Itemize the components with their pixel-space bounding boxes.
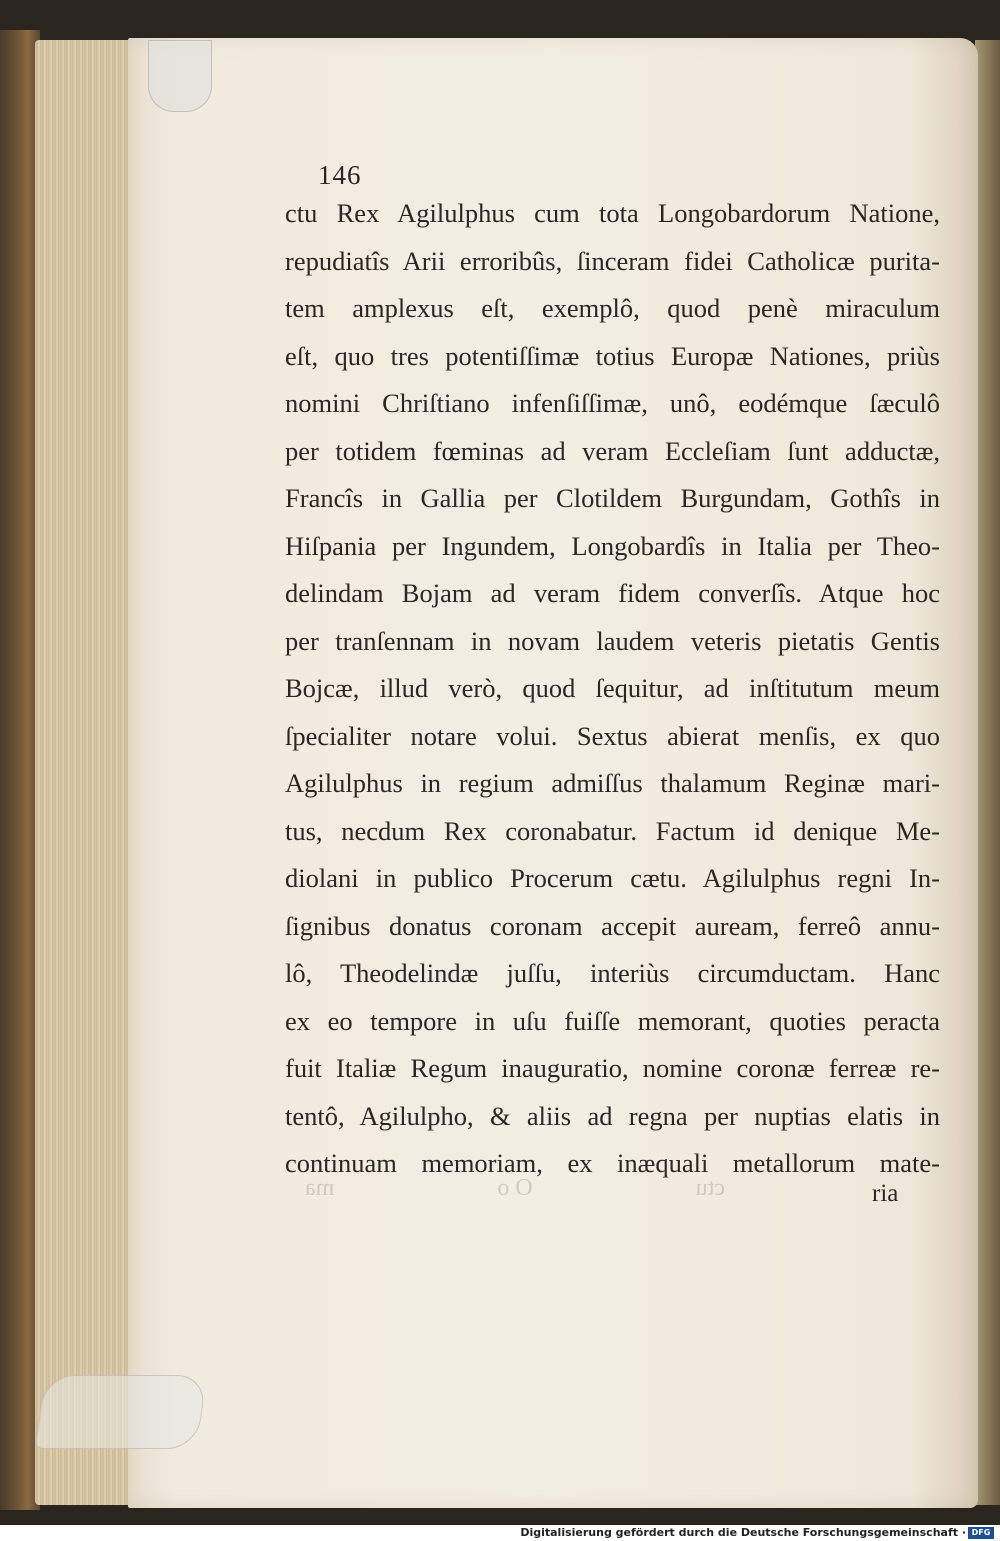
text-line: continuam memoriam, ex inæquali metallorum mate- — [285, 1148, 940, 1178]
text-line: Bojcæ, illud verò, quod ſequitur, ad inſtitutum meum — [285, 673, 940, 703]
text-line: Agilulphus in regium admiſſus thalamum Reginæ mari- — [285, 768, 940, 798]
page-number: 146 — [318, 160, 362, 190]
text-block — [285, 190, 940, 1188]
text-line: Hiſpania per Ingundem, Longobardîs in Italia per Theo- — [285, 530, 940, 561]
book-right-edge — [975, 40, 1000, 1505]
text-line: fuit Italiæ Regum inauguratio, nomine coronæ ferreæ re- — [285, 1053, 940, 1083]
footer-credit: Digitalisierung gefördert durch die Deutsche Forschungsgemeinschaft · — [520, 1526, 966, 1539]
book-cover-edge — [0, 30, 40, 1510]
text-line: ſpecialiter notare volui. Sextus abierat menſis, ex quo — [285, 720, 940, 751]
text-line: per totidem fœminas ad veram Eccleſiam ſunt adductæ, — [285, 435, 940, 466]
text-line: repudiatîs Arii erroribûs, ſinceram fidei Catholicæ purita- — [285, 245, 940, 276]
text-line: tem amplexus eſt, exemplô, quod penè miraculum — [285, 293, 940, 323]
text-line: Francîs in Gallia per Clotildem Burgundam, Gothîs in — [285, 483, 940, 513]
text-line: diolani in publico Procerum cætu. Agilulphus regni In- — [285, 863, 940, 893]
page-edges — [35, 40, 135, 1505]
text-line: nomini Chriſtiano infenſiſſimæ, unô, eodémque ſæculô — [285, 388, 940, 418]
text-line: tentô, Agilulpho, & aliis ad regna per nuptias elatis in — [285, 1100, 940, 1131]
text-line: ctu Rex Agilulphus cum tota Longobardorum Natione, — [285, 198, 940, 228]
text-line: ex eo tempore in uſu fuiſſe memorant, quoties peracta — [285, 1005, 940, 1036]
footer-bar — [0, 1525, 1000, 1541]
text-line: per tranſennam in novam laudem veteris pietatis Gentis — [285, 625, 940, 656]
page-clip-top — [148, 40, 212, 112]
text-line: lô, Theodelindæ juſſu, interiùs circumductam. Hanc — [285, 958, 940, 988]
bleed-through-word: O o — [497, 1175, 533, 1201]
text-line: delindam Bojam ad veram fidem converſîs. Atque hoc — [285, 578, 940, 608]
page-clip-bottom — [35, 1375, 207, 1449]
catchword: ria — [872, 1180, 899, 1207]
text-line: eſt, quo tres potentiſſimæ totius Europæ Nationes, priùs — [285, 340, 940, 371]
dfg-logo-icon: DFG — [968, 1527, 994, 1539]
text-line: tus, necdum Rex coronabatur. Factum id denique Me- — [285, 815, 940, 846]
bleed-through-word: ctu — [695, 1175, 725, 1201]
bleed-through-text — [305, 1175, 725, 1202]
bleed-through-word: ma — [305, 1175, 335, 1201]
text-line: ſignibus donatus coronam accepit auream, ferreô annu- — [285, 910, 940, 941]
